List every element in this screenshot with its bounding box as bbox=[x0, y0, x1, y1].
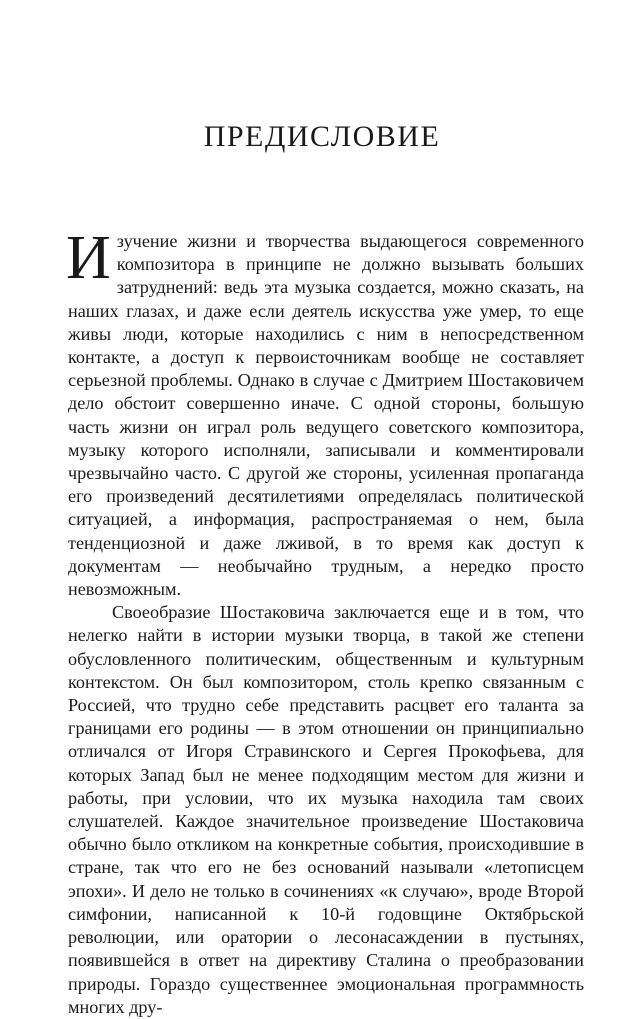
body-text bbox=[66, 224, 584, 1019]
chapter-title: ПРЕДИСЛОВИЕ bbox=[203, 120, 441, 153]
paragraph-text: зучение жизни и творчества выдающегося современного композитора в принципе не должно вызывать больших затруднений: ведь эта музыка создается, можно сказать, на наших глазах, и даже если деятель искусства уже умер, то еще живы люди, которые находились с ним в непосредственном контакте, а доступ к первоисточникам вообще не составляет серьезной проблемы. Однако в случае с Дмитрием Шостаковичем дело обстоит совершенно иначе. С одной стороны, большую часть жизни он играл роль ведущего советского композитора, музыку которого исполняли, записывали и комментировали чрезвычайно часто. С другой же стороны, усиленная пропаганда его произведений десятилетиями определялась политической ситуацией, а информация, распространяемая о нем, была тенденциозной и даже лживой, в то время как доступ к документам — необычайно трудным, а нередко просто невозможным. bbox=[68, 231, 584, 600]
drop-cap: И bbox=[66, 224, 111, 292]
paragraph bbox=[66, 224, 584, 601]
paragraph: Своеобразие Шостаковича заключается еще и в том, что нелегко найти в истории музыки творца, в такой же степени обусловленного политическим, общественным и культурным контекстом. Он был композитором, столь крепко связанным с Россией, что трудно себе представить расцвет его таланта за границами его родины — в этом отношении он принципиально отличался от Игоря Стравинского и Сергея Прокофьева, для которых Запад был не менее подходящим местом для жизни и работы, при условии, что их музыка находила там своих слушателей. Каждое значительное произведение Шостаковича обычно было откликом на конкретные события, происходившие в стране, так что его не без оснований называли «летописцем эпохи». И дело не только в сочинениях «к случаю», вроде Второй симфонии, написанной к 10-й годовщине Октябрьской революции, или оратории о лесонасаждении в пустынях, появившейся в ответ на директиву Сталина о преобразовании природы. Гораздо существеннее эмоциональная программность многих дру- bbox=[68, 602, 584, 1017]
